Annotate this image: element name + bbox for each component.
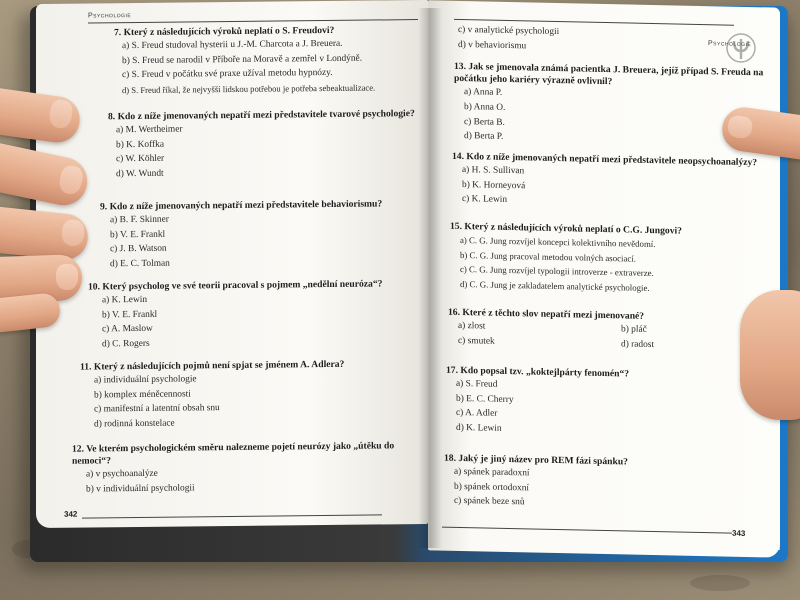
question-stem: 9. Kdo z níže jmenovaných nepatří mezi představitele behaviorismu?: [100, 198, 383, 213]
answer-option: b) Anna O.: [464, 102, 506, 113]
question-stem: 16. Které z těchto slov nepatří mezi jmenované?: [448, 306, 645, 322]
answer-option: d) C. Rogers: [102, 338, 150, 350]
answer-option: a) S. Freud studoval hysterii u J.-M. Charcota a J. Breuera.: [122, 39, 343, 52]
answer-option: d) C. G. Jung je zakladatelem analytické psychologie.: [460, 278, 650, 293]
answer-option: c) W. Köhler: [116, 154, 165, 165]
answer-option: b) V. E. Frankl: [110, 229, 166, 241]
answer-option: b) S. Freud se narodil v Příboře na Moravě a zemřel v Londýně.: [122, 53, 363, 66]
answer-option: b) K. Horneyová: [462, 179, 526, 192]
stone-texture: [690, 575, 750, 591]
question-13: [454, 61, 766, 150]
answer-option: d) Berta P.: [464, 131, 504, 143]
answer-option: a) C. G. Jung rozvíjel koncepci kolektivního nevědomí.: [460, 235, 656, 250]
question-stem: 17. Kdo popsal tzv. „koktejlpárty fenomén“?: [446, 364, 630, 380]
answer-option: c) Berta B.: [464, 116, 505, 128]
answer-option: c) J. B. Watson: [110, 244, 167, 255]
answer-option: c) manifestní a latentní obsah snu: [94, 403, 220, 415]
right-footer-rule: [442, 527, 732, 534]
question-11: [80, 358, 410, 432]
answer-option: b) K. Koffka: [116, 139, 164, 151]
question-stem: 13. Jak se jmenovala známá pacientka J. Breuera, jejíž případ S. Freuda na počátku jeho kariéry výrazně ovlivnil?: [454, 60, 764, 88]
answer-option: d) rodinná konstelace: [94, 418, 175, 430]
question-12-continued: [458, 23, 738, 58]
answer-option: c) A. Maslow: [102, 324, 153, 335]
question-12: [72, 440, 412, 497]
answer-option: a) individuální psychologie: [94, 374, 197, 386]
right-page: [428, 0, 780, 557]
answer-option: c) spánek beze snů: [454, 496, 525, 508]
answer-option: a) zlost: [458, 321, 486, 332]
right-page-number: 343: [732, 528, 746, 538]
answer-option: b) v individuální psychologii: [86, 483, 195, 495]
answer-option: a) v psychoanalýze: [86, 469, 158, 480]
right-running-head: Psychologie: [708, 40, 752, 49]
answer-option: c) v analytické psychologii: [458, 24, 560, 38]
question-stem: 11. Který z následujících pojmů není spjat se jménem A. Adlera?: [80, 358, 345, 373]
question-stem: 14. Kdo z níže jmenovaných nepatří mezi představitele neopsychoanalýzy?: [452, 150, 758, 169]
question-stem: 7. Který z následujících výroků neplatí o S. Freudovi?: [114, 24, 335, 39]
answer-option: c) smutek: [458, 335, 495, 347]
answer-option: b) V. E. Frankl: [102, 309, 158, 321]
question-9: [100, 198, 412, 272]
question-stem: 15. Který z následujících výroků neplatí o C.G. Jungovi?: [450, 220, 682, 237]
answer-option: a) K. Lewin: [102, 295, 148, 306]
answer-option: b) komplex méněcennosti: [94, 389, 191, 401]
question-10: [88, 278, 418, 352]
answer-option: d) W. Wundt: [116, 168, 164, 180]
question-stem: 18. Jaký je jiný název pro REM fázi spánku?: [444, 452, 628, 468]
left-footer-rule: [82, 514, 382, 518]
question-8: [108, 108, 416, 182]
question-7: [114, 24, 419, 98]
answer-option: d) K. Lewin: [456, 422, 502, 434]
question-14: [452, 151, 768, 214]
answer-option: a) spánek paradoxní: [454, 467, 530, 479]
question-stem: 10. Který psycholog ve své teorii pracoval s pojmem „nedělní neuróza“?: [88, 278, 383, 293]
left-page-number: 342: [64, 509, 78, 519]
question-stem: 12. Ve kterém psychologickém směru nalezneme pojetí neurózy jako „útěku do nemoci“?: [72, 440, 395, 467]
answer-option: a) S. Freud: [456, 379, 498, 390]
answer-option: d) S. Freud říkal, že nejvyšší lidskou potřebou je potřeba sebeaktualizace.: [122, 82, 376, 96]
question-15: [450, 221, 766, 298]
answer-option: a) B. F. Skinner: [110, 214, 169, 226]
answer-option: c) C. G. Jung rozvíjel typologii introverze - extraverze.: [460, 264, 654, 279]
psi-logo-icon: [725, 32, 757, 64]
fingernail: [56, 264, 78, 290]
question-17: [446, 365, 756, 442]
answer-option: a) H. S. Sullivan: [462, 165, 525, 177]
answer-option: c) S. Freud v počátku své praxe užíval metodu hypnózy.: [122, 68, 333, 81]
answer-option: a) M. Wertheimer: [116, 124, 183, 136]
book-gutter: [418, 8, 442, 548]
question-16: [448, 307, 758, 355]
left-header-rule: [88, 19, 418, 23]
answer-option: d) E. C. Tolman: [110, 258, 170, 270]
thumb: [740, 290, 800, 420]
answer-option: b) E. C. Cherry: [456, 393, 514, 405]
answer-option: c) A. Adler: [456, 408, 498, 420]
answer-option: d) v behaviorismu: [458, 39, 527, 51]
answer-option: b) spánek ortodoxní: [454, 481, 529, 494]
question-stem: 8. Kdo z níže jmenovaných nepatří mezi představitele tvarové psychologie?: [108, 108, 415, 123]
question-18: [444, 453, 754, 515]
answer-option: a) Anna P.: [464, 87, 503, 99]
left-page: [36, 0, 428, 528]
answer-option: d) radost: [621, 339, 655, 350]
answer-option: b) C. G. Jung pracoval metodou volných asociací.: [460, 249, 636, 264]
answer-option: b) pláč: [621, 324, 647, 336]
left-running-head: Psychologie: [88, 12, 132, 20]
answer-option: c) K. Lewin: [462, 194, 508, 206]
